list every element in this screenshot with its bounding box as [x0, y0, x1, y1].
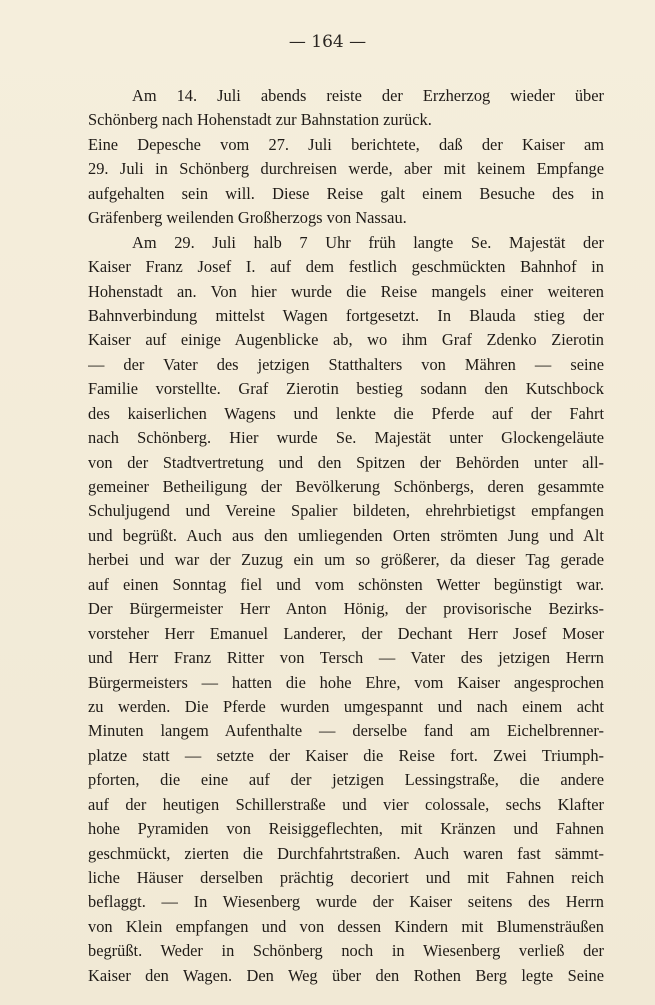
text-line: pforten, die eine auf der jetzigen Lessingstraße, die andere: [88, 770, 604, 790]
text-line: Am 29. Juli halb 7 Uhr früh langte Se. Majestät der: [132, 232, 604, 252]
text-line: auf der heutigen Schillerstraße und vier colossale, sechs Klafter: [88, 794, 604, 814]
text-line: Hohenstadt an. Von hier wurde die Reise mangels einer weiteren: [88, 281, 604, 301]
text-line: Gräfenberg weilenden Großherzogs von Nassau.: [88, 208, 407, 228]
text-line: Am 14. Juli abends reiste der Erzherzog wieder über: [132, 86, 604, 105]
text-line: aufgehalten sein will. Diese Reise galt einem Besuche des in: [88, 183, 604, 203]
text-line: Familie vorstellte. Graf Zierotin bestieg sodann den Kutschbock: [88, 379, 604, 399]
text-line: geschmückt, zierten die Durchfahrtstraßen. Auch waren fast sämmt-: [88, 843, 604, 863]
text-line: Eine Depesche vom 27. Juli berichtete, daß der Kaiser am: [88, 134, 604, 154]
text-line: herbei und war der Zuzug ein um so größerer, da dieser Tag gerade: [88, 550, 604, 570]
text-line: von der Stadtvertretung und den Spitzen der Behörden unter all-: [88, 452, 604, 472]
text-line: und Herr Franz Ritter von Tersch — Vater des jetzigen Herrn: [88, 648, 604, 668]
text-line: platze statt — setzte der Kaiser die Reise fort. Zwei Triumph-: [88, 745, 604, 765]
text-line: zu werden. Die Pferde wurden umgespannt und nach einem acht: [88, 696, 604, 716]
text-line: und begrüßt. Auch aus den umliegenden Orten strömten Jung und Alt: [88, 525, 604, 545]
text-line: begrüßt. Weder in Schönberg noch in Wiesenberg verließ der: [88, 941, 604, 961]
body-text: [88, 84, 604, 988]
text-line: auf einen Sonntag fiel und vom schönsten Wetter begünstigt war.: [88, 574, 604, 594]
text-line: Der Bürgermeister Herr Anton Hönig, der provisorische Bezirks-: [88, 599, 604, 619]
text-line: des kaiserlichen Wagens und lenkte die Pferde auf der Fahrt: [88, 403, 604, 423]
page-number: — 164 —: [288, 32, 367, 52]
text-line: Schönberg nach Hohenstadt zur Bahnstation zurück.: [88, 110, 432, 130]
text-line: nach Schönberg. Hier wurde Se. Majestät unter Glockengeläute: [88, 428, 604, 448]
text-line: vorsteher Herr Emanuel Landerer, der Dechant Herr Josef Moser: [88, 623, 604, 643]
text-line: Kaiser den Wagen. Den Weg über den Rothen Berg legte Seine: [88, 965, 604, 985]
text-line: Schuljugend und Vereine Spalier bildeten, ehrehrbietigst empfangen: [88, 501, 604, 521]
text-line: hohe Pyramiden von Reisiggeflechten, mit Kränzen und Fahnen: [88, 819, 604, 839]
text-line: gemeiner Betheiligung der Bevölkerung Schönbergs, deren gesammte: [88, 477, 604, 496]
text-line: Minuten langem Aufenthalte — derselbe fand am Eichelbrenner-: [88, 721, 604, 741]
text-line: — der Vater des jetzigen Statthalters von Mähren — seine: [88, 354, 604, 374]
text-line: Bahnverbindung mittelst Wagen fortgesetzt. In Blauda stieg der: [88, 305, 604, 325]
text-line: 29. Juli in Schönberg durchreisen werde, aber mit keinem Empfange: [88, 159, 604, 179]
text-line: Bürgermeisters — hatten die hohe Ehre, vom Kaiser angesprochen: [88, 672, 604, 692]
text-line: Kaiser Franz Josef I. auf dem festlich geschmückten Bahnhof in: [88, 257, 604, 277]
text-line: beflaggt. — In Wiesenberg wurde der Kaiser seitens des Herrn: [88, 892, 604, 912]
text-line: liche Häuser derselben prächtig decoriert und mit Fahnen reich: [88, 868, 604, 887]
text-line: Kaiser auf einige Augenblicke ab, wo ihm Graf Zdenko Zierotin: [88, 330, 604, 350]
text-line: von Klein empfangen und von dessen Kindern mit Blumensträußen: [88, 916, 604, 936]
